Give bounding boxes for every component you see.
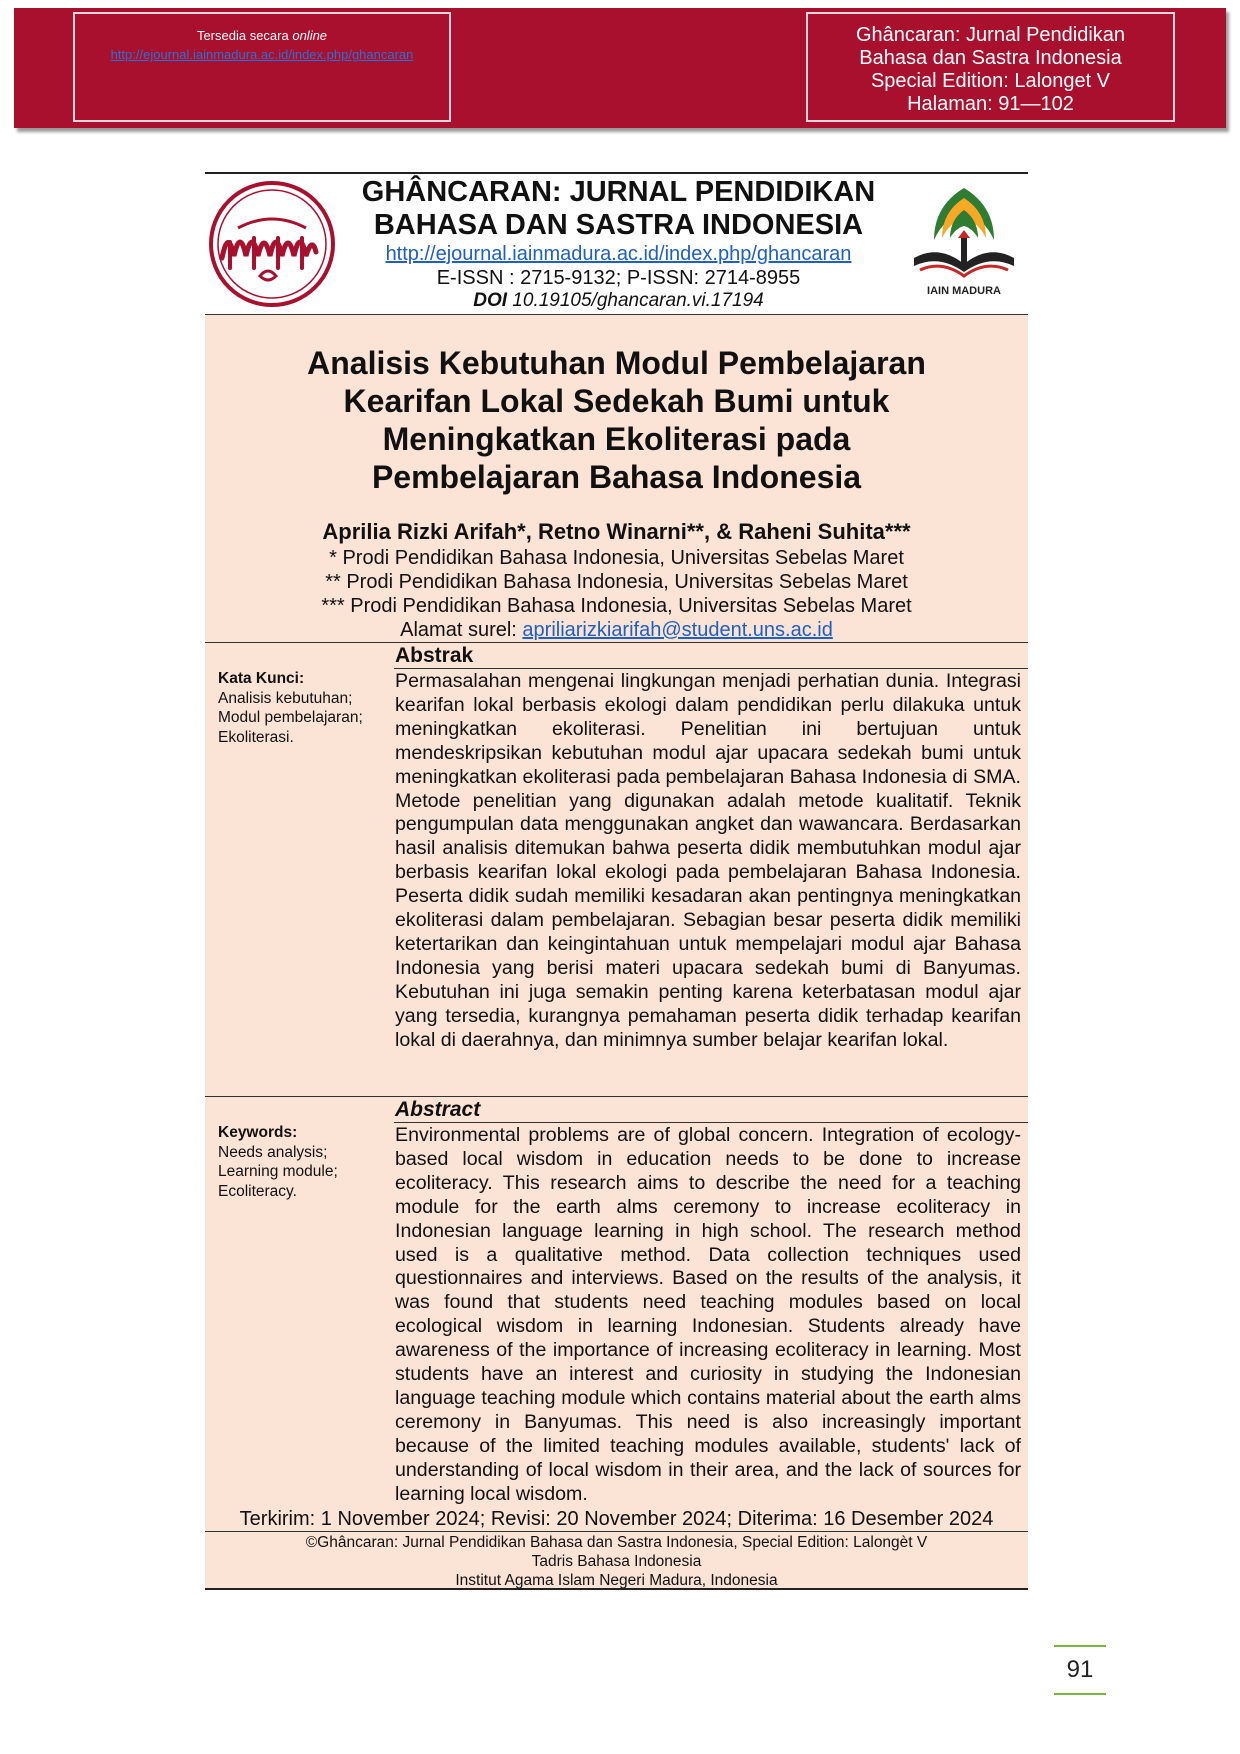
page-number: 91 xyxy=(1054,1645,1106,1695)
banner-edition: Special Edition: Lalonget V xyxy=(870,70,1111,92)
divider xyxy=(394,1122,1028,1123)
abstract-heading: Abstract xyxy=(395,1098,481,1121)
banner-availability-box xyxy=(73,12,451,122)
svg-text:IAIN MADURA: IAIN MADURA xyxy=(927,285,1001,297)
banner-pages: Halaman: 91—102 xyxy=(907,93,1074,115)
email-line: Alamat surel: apriliarizkiarifah@student.uns.ac.id xyxy=(400,619,833,641)
affiliation-3: *** Prodi Pendidikan Bahasa Indonesia, Universitas Sebelas Maret xyxy=(321,595,912,617)
journal-doi: DOI 10.19105/ghancaran.vi.17194 xyxy=(473,290,764,311)
divider xyxy=(205,1096,1028,1097)
affiliation-2: ** Prodi Pendidikan Bahasa Indonesia, Universitas Sebelas Maret xyxy=(325,571,908,593)
journal-url-link[interactable]: http://ejournal.iainmadura.ac.id/index.php/ghancaran xyxy=(385,243,852,265)
abstrak-heading: Abstrak xyxy=(395,644,474,667)
ghancaran-logo-icon xyxy=(208,180,336,308)
availability-text: Tersedia secara online xyxy=(196,28,328,43)
journal-issn: E-ISSN : 2715-9132; P-ISSN: 2714-8955 xyxy=(436,267,801,289)
banner-journal-link[interactable]: http://ejournal.iainmadura.ac.id/index.php/ghancaran xyxy=(110,47,414,62)
journal-title: GHÂNCARAN: JURNAL PENDIDIKAN BAHASA DAN SASTRA INDONESIA xyxy=(361,176,876,241)
journal-banner xyxy=(14,8,1226,128)
article-title: Analisis Kebutuhan Modul Pembelajaran Kearifan Lokal Sedekah Bumi untuk Meningkatkan Ekoliterasi pada Pembelajaran Bahasa Indonesia xyxy=(307,345,926,495)
divider xyxy=(205,1531,1028,1532)
banner-journal-name-2: Bahasa dan Sastra Indonesia xyxy=(859,47,1122,69)
article-frame xyxy=(205,172,1028,1590)
banner-journal-info-box xyxy=(806,12,1175,122)
banner-journal-name-1: Ghâncaran: Jurnal Pendidikan xyxy=(855,24,1126,46)
institution-line: Institut Agama Islam Negeri Madura, Indonesia xyxy=(455,1572,778,1589)
keywords-block: Keywords: Needs analysis; Learning module; Ecoliteracy. xyxy=(218,1124,338,1200)
author-list: Aprilia Rizki Arifah*, Retno Winarni**, & Raheni Suhita*** xyxy=(322,519,911,544)
iain-madura-logo-icon xyxy=(902,180,1026,304)
divider xyxy=(205,642,1028,643)
journal-header xyxy=(205,174,1028,315)
submission-dates: Terkirim: 1 November 2024; Revisi: 20 November 2024; Diterima: 16 Desember 2024 xyxy=(239,1508,994,1530)
abstrak-text: Permasalahan mengenai lingkungan menjadi perhatian dunia. Integrasi kearifan lokal berbasis ekologi dalam pendidikan perlu dilakuka untuk meningkatkan ekoliterasi. Penelitian ini bertujuan untuk mendeskripsikan kebutuhan modul ajar upacara sedekah bumi untuk meningkatkan ekoliterasi pada pembelajaran Bahasa Indonesia di SMA. Metode penelitian yang digunakan adalah metode kualitatif. Teknik pengumpulan data menggunakan angket dan wawancara. Berdasarkan hasil analisis ditemukan bahwa peserta didik membutuhkan modul ajar berbasis kearifan lokal ekologi pada pembelajaran Bahasa Indonesia. Peserta didik sudah memiliki kesadaran akan pentingnya meningkatkan ekoliterasi dalam pembelajaran. Sebagian besar peserta didik memiliki ketertarikan dan keingintahuan untuk mempelajari modul ajar Bahasa Indonesia yang berisi materi upacara sedekah bumi di Banyumas. Kebutuhan ini juga semakin penting karena keterbatasan modul ajar yang tersedia, kurangnya pemahaman peserta didik terhadap kearifan lokal di daerahnya, dan minimnya sumber belajar kearifan lokal. xyxy=(395,670,1021,1051)
affiliation-1: * Prodi Pendidikan Bahasa Indonesia, Universitas Sebelas Maret xyxy=(329,547,904,569)
department-line: Tadris Bahasa Indonesia xyxy=(531,1553,702,1570)
kata-kunci-block: Kata Kunci: Analisis kebutuhan; Modul pembelajaran; Ekoliterasi. xyxy=(218,670,363,746)
divider xyxy=(394,668,1028,669)
copyright-line: ©Ghâncaran: Jurnal Pendidikan Bahasa dan Sastra Indonesia, Special Edition: Lalongèt V xyxy=(305,1534,928,1551)
abstract-text: Environmental problems are of global concern. Integration of ecology-based local wisdom in education needs to be done to increase ecoliteracy. This research aims to describe the need for a teaching module for the earth alms ceremony to increase ecoliteracy in Indonesian language learning in high school. The research method used is a qualitative method. Data collection techniques used questionnaires and interviews. Based on the results of the analysis, it was found that students need teaching modules based on local ecological wisdom in learning Indonesian. Students already have awareness of the importance of increasing ecoliteracy in learning. Most students have an interest and curiosity in studying the Indonesian language teaching module which contains material about the earth alms ceremony in Banyumas. This need is also increasingly important because of the limited teaching modules available, students' lack of understanding of local wisdom in their area, and the lack of sources for learning local wisdom. xyxy=(395,1124,1021,1505)
author-email-link[interactable]: apriliarizkiarifah@student.uns.ac.id xyxy=(522,619,833,641)
